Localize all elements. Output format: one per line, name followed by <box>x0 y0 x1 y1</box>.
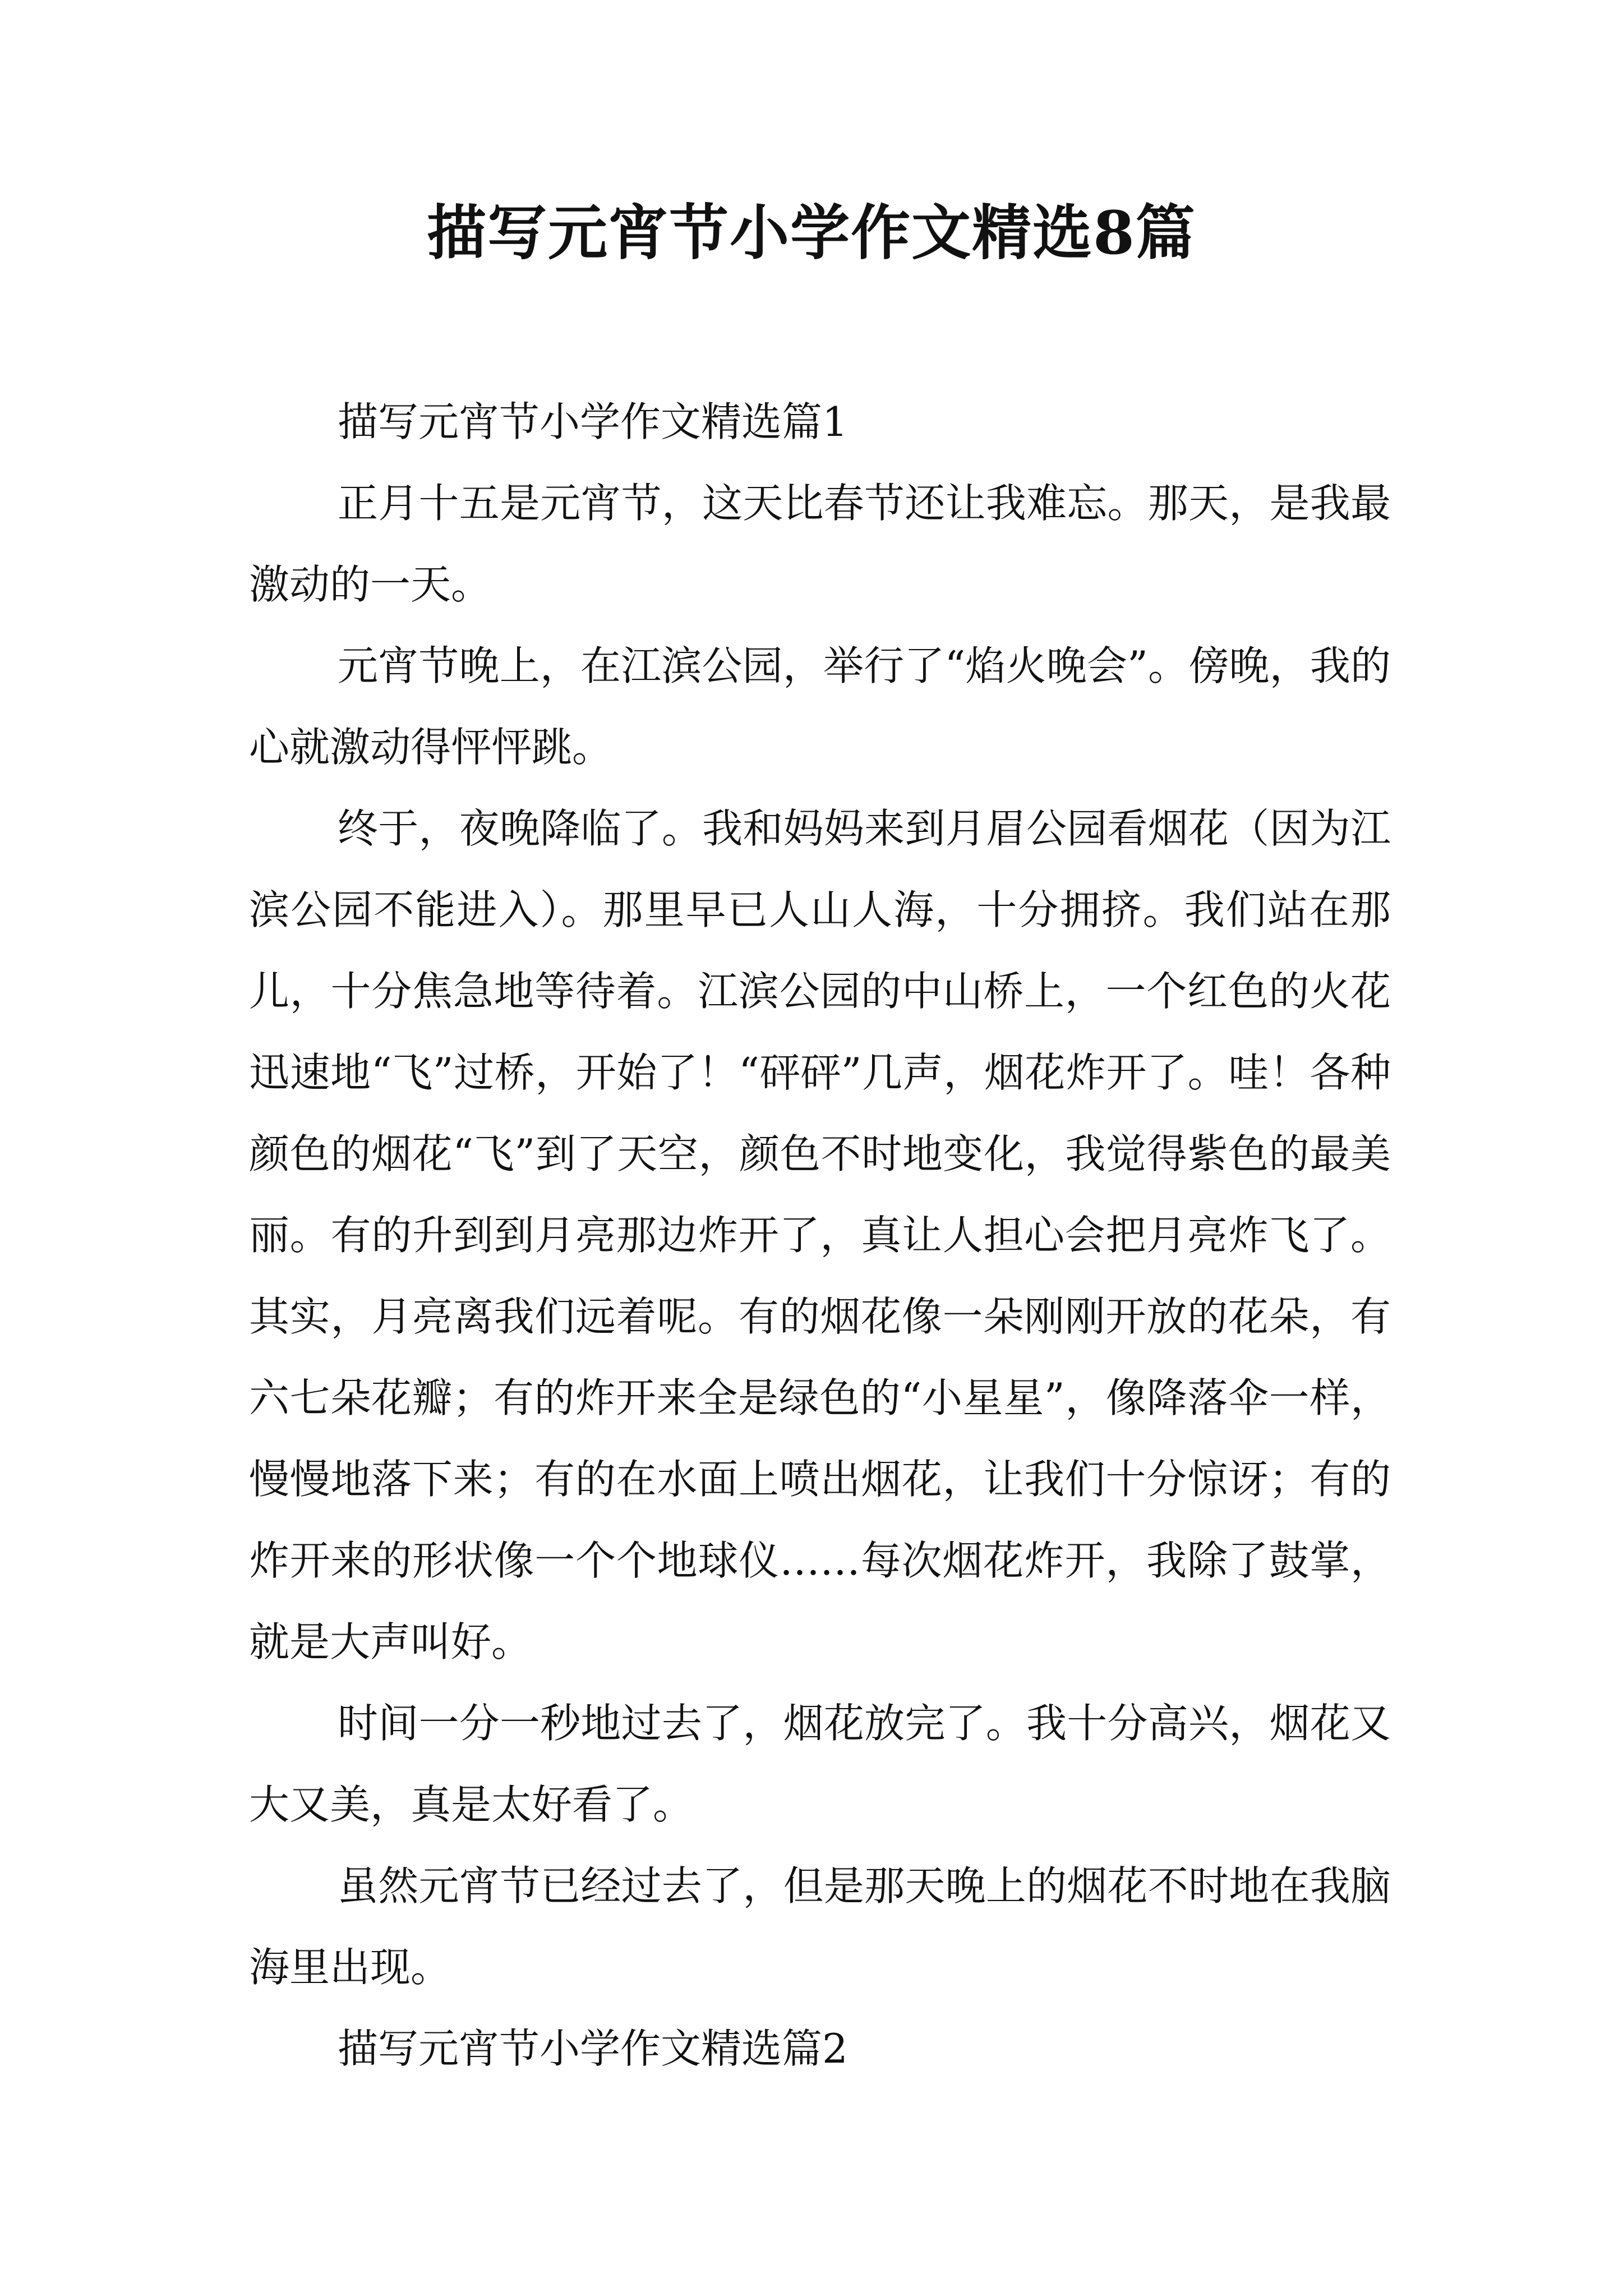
paragraph: 元宵节晚上，在江滨公园，举行了“焰火晚会”。傍晚，我的心就激动得怦怦跳。 <box>249 642 1391 771</box>
section-heading: 描写元宵节小学作文精选篇2 <box>338 2025 848 2072</box>
paragraph: 虽然元宵节已经过去了，但是那天晚上的烟花不时地在我脑海里出现。 <box>249 1862 1391 1991</box>
paragraph: 时间一分一秒地过去了，烟花放完了。我十分高兴，烟花又大又美，真是太好看了。 <box>249 1700 1391 1828</box>
document-title: 描写元宵节小学作文精选8篇 <box>427 197 1196 268</box>
paragraph: 正月十五是元宵节，这天比春节还让我难忘。那天，是我最激动的一天。 <box>249 480 1391 608</box>
paragraph: 终于，夜晚降临了。我和妈妈来到月眉公园看烟花（因为江滨公园不能进入）。那里早已人山人海，十分拥挤。我们站在那儿，十分焦急地等待着。江滨公园的中山桥上，一个红色的火花迅速地“飞”过桥，开始了！“砰砰”几声，烟花炸开了。哇！各种颜色的烟花“飞”到了天空，颜色不时地变化，我觉得紫色的最美丽。有的升到到月亮那边炸开了，真让人担心会把月亮炸飞了。其实，月亮离我们远着呢。有的烟花像一朵刚刚开放的花朵，有六七朵花瓣；有的炸开来全是绿色的“小星星”，像降落伞一样，慢慢地落下来；有的在水面上喷出烟花，让我们十分惊讶；有的炸开来的形状像一个个地球仪……每次烟花炸开，我除了鼓掌，就是大声叫好。 <box>249 805 1391 1665</box>
section-heading: 描写元宵节小学作文精选篇1 <box>338 398 848 445</box>
document-body <box>249 381 1391 2090</box>
